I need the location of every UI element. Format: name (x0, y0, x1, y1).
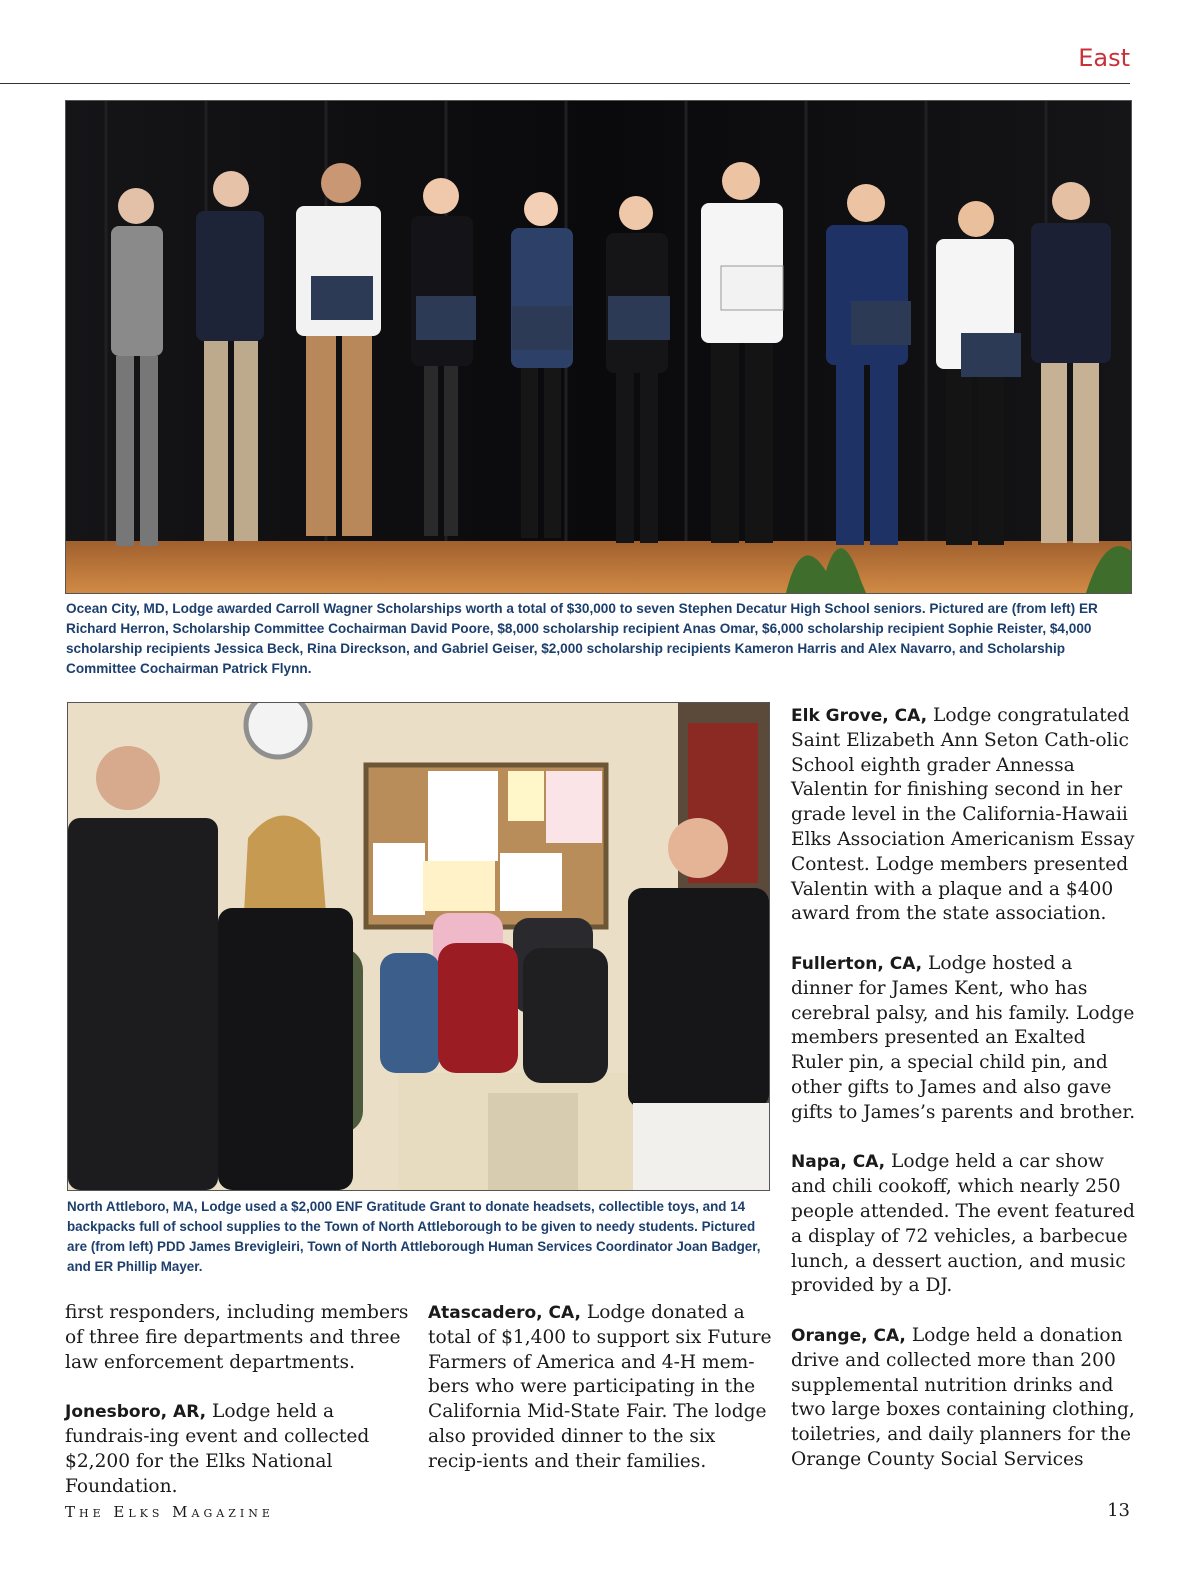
article-city: Fullerton, CA, (791, 953, 923, 974)
article-napa (791, 1150, 1136, 1299)
article-text: Lodge congratulated Saint Elizabeth Ann Seton Cath-olic School eighth grader Annessa Valentin for finishing second in her grade level in the California-Hawaii Elks Association Americanism Essay Contest. Lodge members presented Valentin with a plaque and a $400 award from the state association. (791, 705, 1135, 925)
article-text: Lodge hosted a dinner for James Kent, who has cerebral palsy, and his family. Lodge members presented an Exalted Ruler pin, a special child pin, and other gifts to James and also gave gifts to James’s parents and brother. (791, 952, 1136, 1123)
column-right (791, 704, 1136, 1498)
article-city: Atascadero, CA, (428, 1303, 581, 1323)
article-atascadero (428, 1301, 773, 1475)
caption-text: Lodge awarded Carroll Wagner Scholarships worth a total of $30,000 to seven Stephen Decatur High School seniors. Pictured are (from left) ER Richard Herron, Scholarship Committee Cochairman David Poore, $8,000 scholarship recipient Anas Omar, $6,000 scholarship recipient Sophie Reister, $4,000 scholarship recipients Jessica Beck, Rina Direckson, and Gabriel Geiser, $2,000 scholarship recipients Kameron Harris and Alex Navarro, and Scholarship Committee Cochairman Patrick Flynn. (66, 601, 1098, 676)
caption-city: Ocean City, MD, (66, 601, 169, 616)
article-text: Lodge held a donation drive and collected more than 200 supplemental nutrition drinks and two large boxes containing clothing, toiletries, and daily planners for the Orange County Social Services (791, 1324, 1135, 1470)
article-fullerton (791, 952, 1136, 1126)
article-city: Elk Grove, CA, (791, 706, 928, 726)
section-label: East (1078, 44, 1130, 72)
scholarship-group-photo (65, 100, 1132, 594)
article-city: Orange, CA, (791, 1325, 906, 1346)
caption-city: North Attleboro, MA, (67, 1199, 198, 1214)
article-continued: first responders, including members of three fire departments and three law enforcement departments. (65, 1302, 409, 1373)
page-number: 13 (1107, 1500, 1130, 1521)
article-text: Lodge held a fundrais-ing event and collected $2,200 for the Elks National Foundation. (65, 1401, 370, 1497)
article-elk-grove (791, 704, 1136, 927)
scholarship-photo-caption (66, 599, 1136, 679)
backpack-donation-photo (67, 702, 770, 1191)
column-middle (428, 1301, 773, 1499)
caption-text: Lodge used a $2,000 ENF Gratitude Grant to donate headsets, collectible toys, and 14 backpacks full of school supplies to the Town of North Attleborough to be given to needy students. Pictured are (from left) PDD James Brevigleiri, Town of North Attleborough Human Services Coordinator Joan Badger, and ER Phillip Mayer. (67, 1199, 761, 1274)
article-jonesboro (65, 1400, 410, 1499)
article-city: Jonesboro, AR, (65, 1402, 207, 1423)
backpack-photo-caption (67, 1197, 767, 1277)
article-text: Lodge donated a total of $1,400 to support six Future Farmers of America and 4-H mem-bers who were participating in the California Mid-State Fair. The lodge also provided dinner to the six recip-ients and their families. (428, 1302, 772, 1472)
magazine-title: The Elks Magazine (65, 1503, 274, 1521)
article-text: Lodge held a car show and chili cookoff, which nearly 250 people attended. The event featured a display of 72 vehicles, a barbecue lunch, a dessert auction, and music provided by a DJ. (791, 1151, 1135, 1297)
article-orange (791, 1324, 1136, 1473)
header-rule (0, 83, 1130, 84)
column-left (65, 1301, 410, 1524)
article-city: Napa, CA, (791, 1152, 886, 1173)
